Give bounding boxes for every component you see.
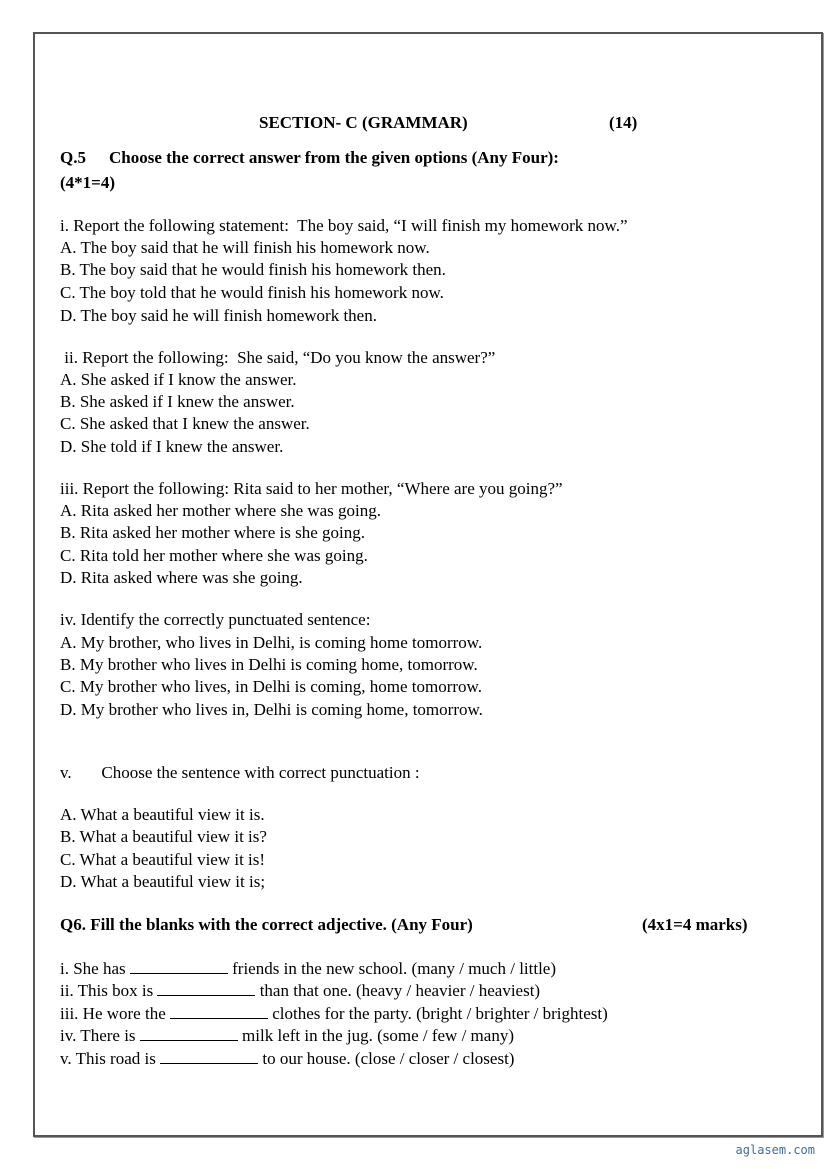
- blank-line: [130, 958, 228, 974]
- q5-marks: (4*1=4): [60, 173, 116, 192]
- item-text-before: i. She has: [60, 959, 130, 978]
- question-prompt: ii. Report the following: She said, “Do you know the answer?”: [60, 348, 496, 367]
- watermark: aglasem.com: [735, 1143, 815, 1157]
- blank-line: [160, 1048, 258, 1064]
- answer-option: A. She asked if I know the answer.: [60, 370, 297, 389]
- answer-option: B. The boy said that he would finish his homework then.: [60, 260, 446, 279]
- fill-blank-item: [60, 1025, 514, 1046]
- section-title: SECTION- C (GRAMMAR): [259, 113, 468, 132]
- blank-line: [140, 1025, 238, 1041]
- answer-option: C. Rita told her mother where she was going.: [60, 546, 368, 565]
- answer-option: D. Rita asked where was she going.: [60, 568, 303, 587]
- item-text-after: milk left in the jug. (some / few / many): [237, 1026, 514, 1045]
- answer-option: B. She asked if I knew the answer.: [60, 392, 295, 411]
- q5-instruction: Choose the correct answer from the given options (Any Four):: [109, 148, 559, 167]
- blank-line: [157, 980, 255, 996]
- section-marks: (14): [609, 113, 638, 132]
- answer-option: A. What a beautiful view it is.: [60, 805, 265, 824]
- q6-title: Q6. Fill the blanks with the correct adjective. (Any Four): [60, 915, 473, 934]
- answer-option: C. She asked that I knew the answer.: [60, 414, 310, 433]
- answer-option: D. My brother who lives in, Delhi is coming home, tomorrow.: [60, 700, 483, 719]
- question-prompt: i. Report the following statement: The boy said, “I will finish my homework now.”: [60, 216, 628, 235]
- item-text-after: friends in the new school. (many / much / little): [227, 959, 557, 978]
- answer-option: B. Rita asked her mother where is she going.: [60, 523, 365, 542]
- fill-blank-item: [60, 1003, 608, 1024]
- answer-option: A. The boy said that he will finish his homework now.: [60, 238, 430, 257]
- answer-option: D. What a beautiful view it is;: [60, 872, 266, 891]
- item-text-after: to our house. (close / closer / closest): [258, 1049, 515, 1068]
- question-prompt: iii. Report the following: Rita said to her mother, “Where are you going?”: [60, 479, 563, 498]
- answer-option: C. What a beautiful view it is!: [60, 850, 266, 869]
- item-text-before: v. This road is: [60, 1049, 161, 1068]
- item-text-before: ii. This box is: [60, 981, 158, 1000]
- answer-option: B. My brother who lives in Delhi is coming home, tomorrow.: [60, 655, 478, 674]
- question-prompt: iv. Identify the correctly punctuated sentence:: [60, 610, 371, 629]
- fill-blank-item: [60, 1048, 514, 1069]
- item-text-after: clothes for the party. (bright / brighter / brightest): [268, 1004, 608, 1023]
- item-text-before: iv. There is: [60, 1026, 140, 1045]
- answer-option: C. My brother who lives, in Delhi is coming, home tomorrow.: [60, 677, 482, 696]
- answer-option: C. The boy told that he would finish his homework now.: [60, 283, 444, 302]
- fill-blank-item: [60, 980, 540, 1001]
- q5-number: Q.5: [60, 148, 86, 167]
- blank-line: [170, 1003, 268, 1019]
- q6-marks: (4x1=4 marks): [642, 915, 748, 934]
- answer-option: A. My brother, who lives in Delhi, is coming home tomorrow.: [60, 633, 483, 652]
- item-text-before: iii. He wore the: [60, 1004, 170, 1023]
- answer-option: D. The boy said he will finish homework then.: [60, 306, 377, 325]
- fill-blank-item: [60, 958, 556, 979]
- answer-option: D. She told if I knew the answer.: [60, 437, 284, 456]
- question-prompt: v. Choose the sentence with correct punctuation :: [60, 763, 420, 782]
- item-text-after: than that one. (heavy / heavier / heaviest): [255, 981, 541, 1000]
- answer-option: B. What a beautiful view it is?: [60, 827, 267, 846]
- answer-option: A. Rita asked her mother where she was going.: [60, 501, 382, 520]
